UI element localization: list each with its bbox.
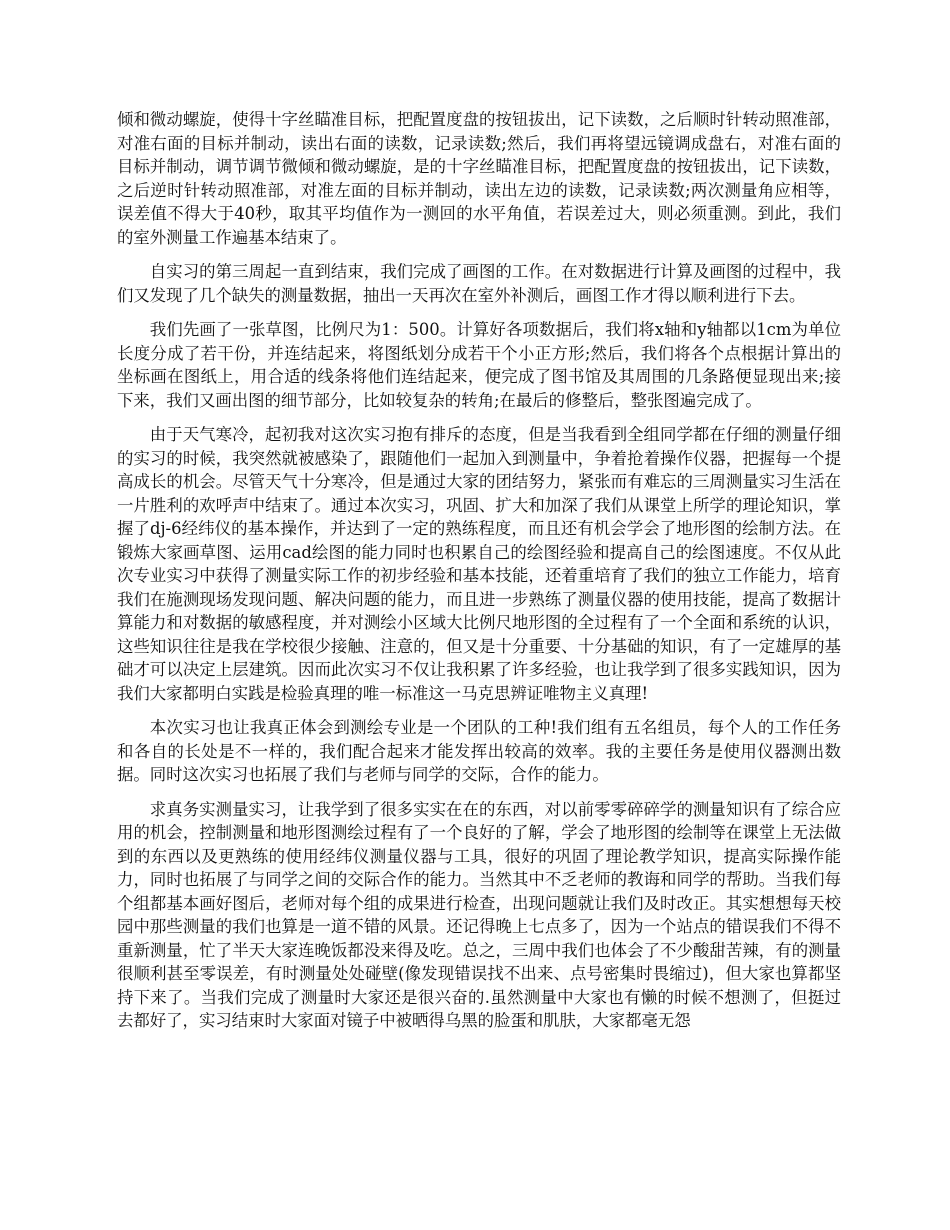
document-page [117, 108, 841, 1044]
paragraph-summary: 求真务实测量实习，让我学到了很多实实在在的东西，对以前零零碎碎学的测量知识有了综合应用的机会，控制测量和地形图测绘过程有了一个良好的了解，学会了地形图的绘制等在课堂上无法做到的东西以及更熟练的使用经纬仪测量仪器与工具，很好的巩固了理论教学知识，提高实际操作能力，同时也拓展了与同学之间的交际合作的能力。当然其中不乏老师的教诲和同学的帮助。当我们每个组都基本画好图后，老师对每个组的成果进行检查，出现问题就让我们及时改正。其实想想每天校园中那些测量的我们也算是一道不错的风景。还记得晚上七点多了，因为一个站点的错误我们不得不重新测量，忙了半天大家连晚饭都没来得及吃。总之，三周中我们也体会了不少酸甜苦辣，有的测量很顺利甚至零误差，有时测量处处碰壁(像发现错误找不出来、点号密集时畏缩过)，但大家也算都坚持下来了。当我们完成了测量时大家还是很兴奋的.虽然测量中大家也有懒的时候不想测了，但挺过去都好了，实习结束时大家面对镜子中被晒得乌黑的脸蛋和肌肤，大家都毫无怨 [117, 799, 841, 1030]
paragraph-continuation: 倾和微动螺旋，使得十字丝瞄准目标，把配置度盘的按钮拔出，记下读数，之后顺时针转动照准部，对准右面的目标并制动，读出右面的读数，记录读数;然后，我们再将望远镜调成盘右，对准右面的目标并制动，调节调节微倾和微动螺旋，是的十字丝瞄准目标，把配置度盘的按钮拔出，记下读数，之后逆时针转动照准部，对准左面的目标并制动，读出左边的读数，记录读数;两次测量角应相等，误差值不得大于40秒，取其平均值作为一测回的水平角值，若误差过大，则必须重测。到此，我们的室外测量工作遍基本结束了。 [117, 110, 841, 247]
paragraph-reflection: 由于天气寒冷，起初我对这次实习抱有排斥的态度，但是当我看到全组同学都在仔细的测量仔细的实习的时候，我突然就被感染了，跟随他们一起加入到测量中，争着抢着操作仪器，把握每一个提高成长的机会。尽管天气十分寒冷，但是通过大家的团结努力，紧张而有难忘的三周测量实习生活在一片胜利的欢呼声中结束了。通过本次实习，巩固、扩大和加深了我们从课堂上所学的理论知识，掌握了dj-6经纬仪的基本操作，并达到了一定的熟练程度，而且还有机会学会了地形图的绘制方法。在锻炼大家画草图、运用cad绘图的能力同时也积累自己的绘图经验和提高自己的绘图速度。不仅从此次专业实习中获得了测量实际工作的初步经验和基本技能，还着重培育了我们的独立工作能力，培育我们在施测现场发现问题、解决问题的能力，而且进一步熟练了测量仪器的使用技能，提高了数据计算能力和对数据的敏感程度，并对测绘小区域大比例尺地形图的全过程有了一个全面和系统的认识，这些知识往往是我在学校很少接触、注意的，但又是十分重要、十分基础的知识，有了一定雄厚的基础才可以决定上层建筑。因而此次实习不仅让我积累了许多经验，也让我学到了很多实践知识，因为我们大家都明白实践是检验真理的唯一标准这一马克思辨证唯物主义真理! [117, 425, 841, 703]
paragraph-teamwork: 本次实习也让我真正体会到测绘专业是一个团队的工种!我们组有五名组员，每个人的工作任务和各自的长处是不一样的，我们配合起来才能发挥出较高的效率。我的主要任务是使用仪器测出数据。同时这次实习也拓展了我们与老师与同学的交际，合作的能力。 [117, 718, 841, 784]
paragraph-sketch: 我们先画了一张草图，比例尺为1：500。计算好各项数据后，我们将x轴和y轴都以1cm为单位长度分成了若干份，并连结起来，将图纸划分成若干个小正方形;然后，我们将各个点根据计算出的坐标画在图纸上，用合适的线条将他们连结起来，便完成了图书馆及其周围的几条路便显现出来;接下来，我们又画出图的细节部分，比如较复杂的转角;在最后的修整后，整张图遍完成了。 [117, 320, 841, 410]
paragraph-drawing-work: 自实习的第三周起一直到结束，我们完成了画图的工作。在对数据进行计算及画图的过程中，我们又发现了几个缺失的测量数据，抽出一天再次在室外补测后，画图工作才得以顺利进行下去。 [117, 262, 841, 305]
